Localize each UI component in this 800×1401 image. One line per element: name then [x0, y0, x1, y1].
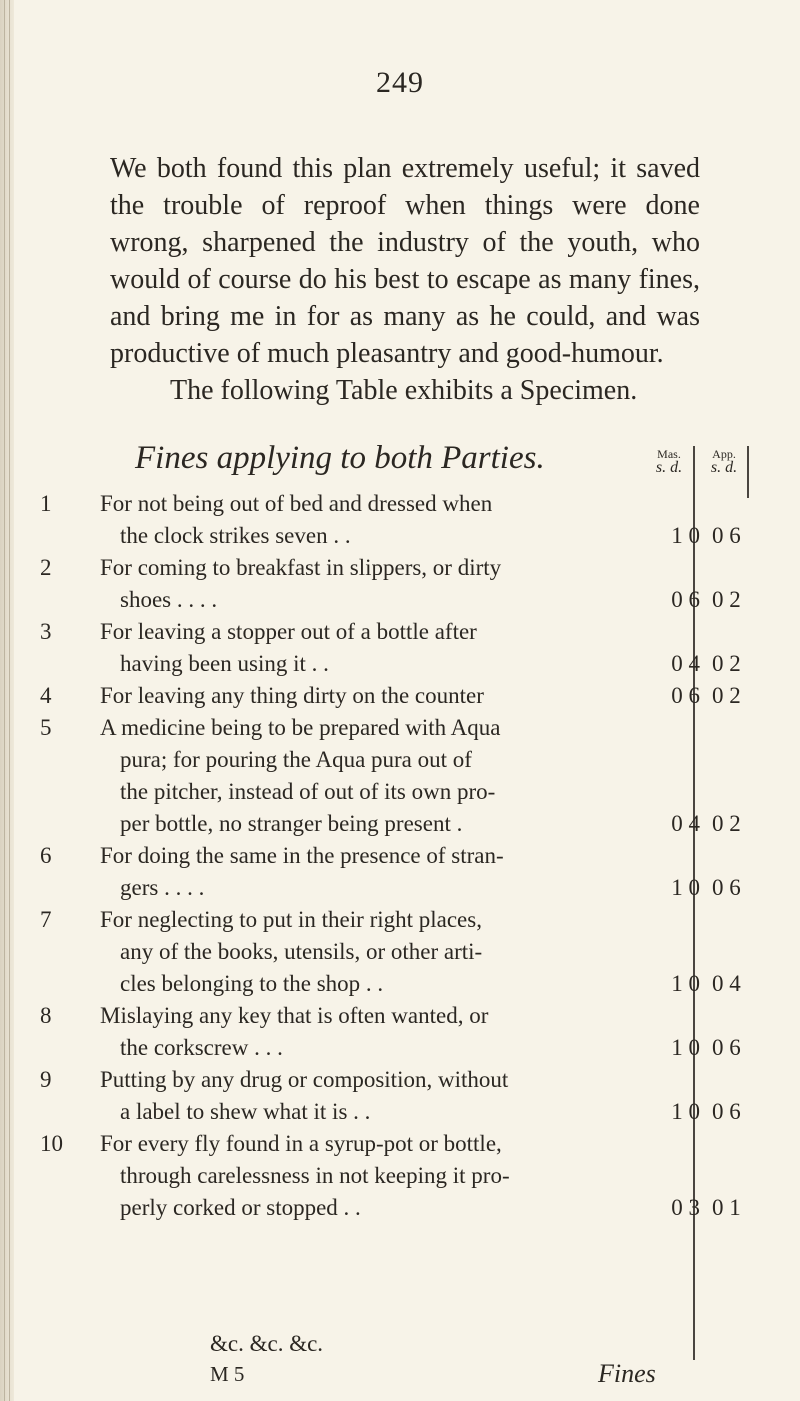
column-label: App.	[712, 447, 736, 461]
description-line: a label to shew what it is . .	[120, 1099, 371, 1124]
apprentice-fine: 0 2	[712, 683, 741, 708]
intro-paragraph: The following Table exhibits a Specimen.	[170, 375, 638, 406]
column-label: Mas.	[657, 447, 681, 461]
catchword: Fines	[598, 1359, 656, 1388]
apprentice-fine: 0 2	[712, 587, 741, 612]
column-header-apprentice	[706, 447, 742, 475]
table-row	[40, 488, 780, 552]
master-fine: 1 0	[671, 1099, 700, 1124]
description-line: Mislaying any key that is often wanted, or	[100, 1003, 489, 1028]
master-fine: 0 6	[671, 587, 700, 612]
row-description	[100, 712, 680, 840]
apprentice-fine: 0 2	[712, 651, 741, 676]
table-heading: Fines applying to both Parties.	[135, 440, 545, 476]
fines-table	[40, 488, 780, 1224]
apprentice-fine: 0 2	[712, 811, 741, 836]
master-fine: 1 0	[671, 1035, 700, 1060]
description-line: shoes . . . .	[120, 587, 218, 612]
row-number: 9	[40, 1067, 52, 1092]
row-description	[100, 488, 680, 552]
printer-signature: M 5	[210, 1362, 245, 1386]
intro-paragraph: We both found this plan extremely useful; it saved the trouble of reproof when things were done wrong, sharpened the industry of the youth, who would of course do his best to escape as many fines, and bring me in for as many as he could, and was productive of much pleasantry and good-humour.	[110, 153, 700, 369]
column-units: s. d.	[655, 459, 683, 476]
description-line: through carelessness in not keeping it pro-	[120, 1163, 510, 1188]
apprentice-fine: 0 4	[712, 971, 741, 996]
table-row	[40, 840, 780, 904]
apprentice-fine: 0 6	[712, 875, 741, 900]
table-row	[40, 712, 780, 840]
table-row	[40, 1000, 780, 1064]
row-description	[100, 680, 680, 712]
row-description	[100, 616, 680, 680]
description-line: For leaving a stopper out of a bottle after	[100, 619, 477, 644]
description-line: For coming to breakfast in slippers, or dirty	[100, 555, 502, 580]
row-description	[100, 1000, 680, 1064]
apprentice-fine: 0 6	[712, 1099, 741, 1124]
row-number: 3	[40, 619, 52, 644]
apprentice-fine: 0 6	[712, 1035, 741, 1060]
row-number: 1	[40, 491, 52, 516]
page-number: 249	[376, 66, 424, 99]
master-fine: 1 0	[671, 523, 700, 548]
description-line: For not being out of bed and dressed when	[100, 491, 493, 516]
description-line: pura; for pouring the Aqua pura out of	[120, 747, 472, 772]
master-fine: 1 0	[671, 971, 700, 996]
intro-text	[110, 150, 700, 409]
table-row	[40, 616, 780, 680]
edge-line	[4, 0, 5, 1401]
row-number: 8	[40, 1003, 52, 1028]
row-description	[100, 1128, 680, 1224]
row-description	[100, 1064, 680, 1128]
description-line: For leaving any thing dirty on the counter	[100, 683, 484, 708]
etc-line: &c. &c. &c.	[210, 1331, 324, 1356]
master-fine: 0 3	[671, 1195, 700, 1220]
table-row	[40, 1064, 780, 1128]
row-description	[100, 904, 680, 1000]
apprentice-fine: 0 6	[712, 523, 741, 548]
master-fine: 1 0	[671, 875, 700, 900]
description-line: per bottle, no stranger being present .	[120, 811, 463, 836]
table-row	[40, 552, 780, 616]
description-line: A medicine being to be prepared with Aqua	[100, 715, 501, 740]
table-row	[40, 1128, 780, 1224]
description-line: cles belonging to the shop . .	[120, 971, 384, 996]
row-number: 2	[40, 555, 52, 580]
row-number: 7	[40, 907, 52, 932]
description-line: For neglecting to put in their right places,	[100, 907, 482, 932]
table-row	[40, 904, 780, 1000]
row-number: 6	[40, 843, 52, 868]
row-description	[100, 552, 680, 616]
row-number: 4	[40, 683, 52, 708]
description-line: having been using it . .	[120, 651, 329, 676]
description-line: any of the books, utensils, or other arti-	[120, 939, 483, 964]
row-description	[100, 840, 680, 904]
row-number: 10	[40, 1131, 63, 1156]
description-line: gers . . . .	[120, 875, 205, 900]
description-line: Putting by any drug or composition, without	[100, 1067, 509, 1092]
description-line: the clock strikes seven . .	[120, 523, 351, 548]
description-line: For every fly found in a syrup-pot or bottle,	[100, 1131, 502, 1156]
master-fine: 0 4	[671, 811, 700, 836]
table-row	[40, 680, 780, 712]
page-edge	[0, 0, 14, 1401]
column-header-master	[651, 447, 687, 475]
master-fine: 0 6	[671, 683, 700, 708]
description-line: the corkscrew . . .	[120, 1035, 283, 1060]
description-line: the pitcher, instead of out of its own pro-	[120, 779, 496, 804]
description-line: perly corked or stopped . .	[120, 1195, 361, 1220]
edge-line	[9, 0, 10, 1401]
apprentice-fine: 0 1	[712, 1195, 741, 1220]
column-units: s. d.	[710, 459, 738, 476]
master-fine: 0 4	[671, 651, 700, 676]
row-number: 5	[40, 715, 52, 740]
description-line: For doing the same in the presence of stran-	[100, 843, 504, 868]
